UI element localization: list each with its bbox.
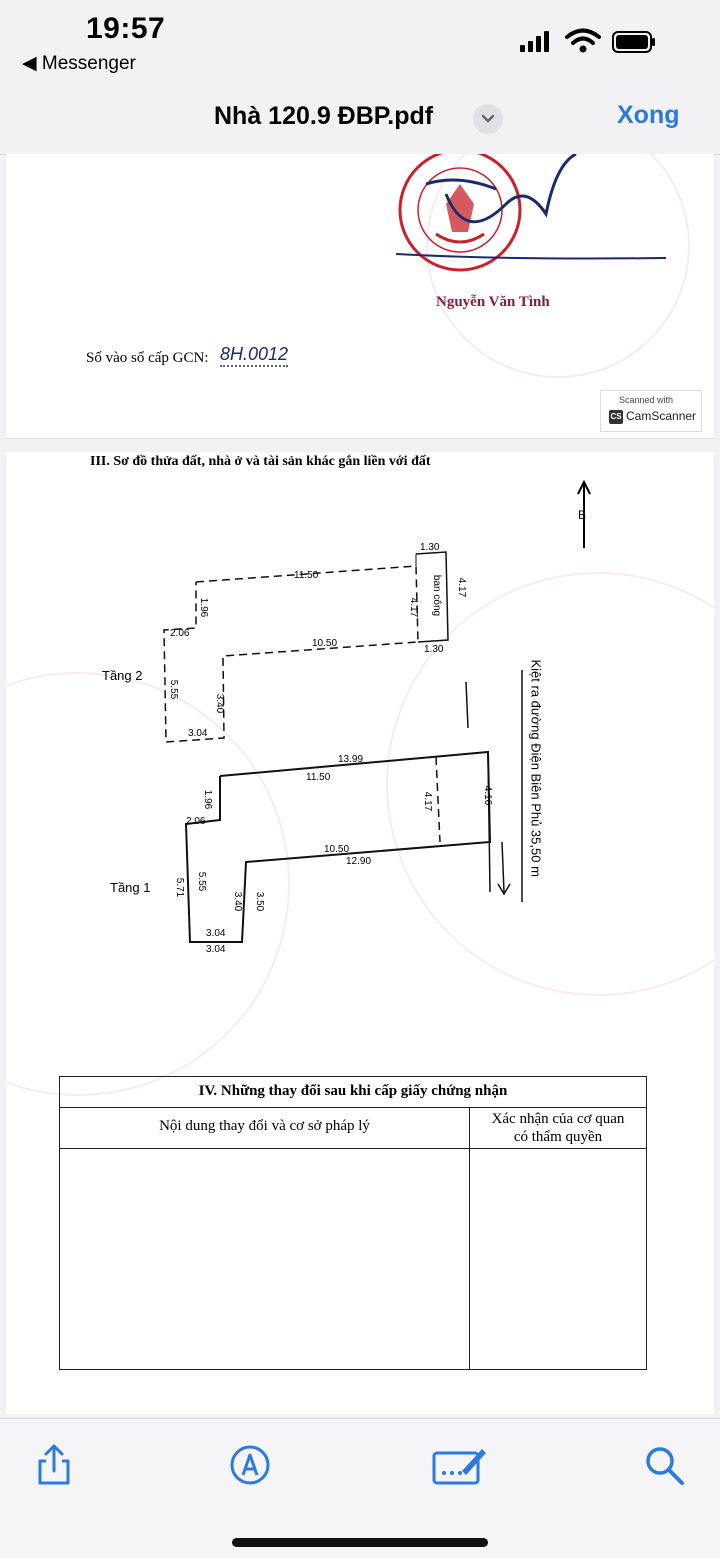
floor-2-label: Tầng 2: [102, 668, 143, 683]
changes-table: [59, 1076, 647, 1370]
official-seal-with-signature: [386, 154, 686, 284]
wifi-icon: [565, 28, 601, 54]
section-title: III. Sơ đồ thửa đất, nhà ở và tài sản khác gắn liền với đất: [90, 454, 431, 469]
floor1-dim-inner-lower: 3.40: [232, 891, 244, 912]
cellular-signal-icon: [520, 30, 550, 52]
gcn-value: 8H.0012: [220, 344, 288, 367]
floor2-dim-left-step: 2.06: [170, 628, 190, 639]
floor2-dim-bottom: 3.04: [188, 728, 208, 739]
bottom-toolbar: [0, 1418, 720, 1558]
floor1-dim-left-outer: 5.71: [174, 877, 186, 898]
battery-icon: [612, 31, 656, 53]
floor1-dim-bottom-long: 12.90: [346, 856, 372, 867]
title-menu-button[interactable]: [473, 104, 503, 134]
column-header-content: Nội dung thay đổi và cơ sở pháp lý: [159, 1118, 370, 1134]
home-indicator[interactable]: [232, 1538, 488, 1547]
done-button[interactable]: Xong: [617, 101, 680, 129]
camscanner-badge: [600, 390, 702, 432]
pdf-page-1: [6, 154, 714, 439]
floor2-dim-top: 11.50: [294, 570, 319, 581]
floor1-dim-mid: 10.50: [324, 844, 350, 855]
confirmation-line-2: có thẩm quyền: [513, 1129, 603, 1145]
floor1-dim-bottom-outer: 3.04: [206, 944, 226, 955]
gcn-label: Số vào sổ cấp GCN:: [86, 350, 209, 366]
floor1-dim-inner-lower-2: 3.50: [254, 891, 266, 912]
floor1-dim-left-upper: 1.96: [202, 789, 214, 810]
annotate-icon[interactable]: [432, 1443, 488, 1487]
floor2-dim-inner-lower: 3.40: [214, 693, 226, 714]
chevron-down-icon: [473, 104, 503, 134]
camscanner-logo-icon: CS: [609, 410, 623, 424]
floor2-dim-mid: 10.50: [312, 638, 338, 649]
document-title[interactable]: Nhà 120.9 ĐBP.pdf: [214, 102, 434, 130]
document-nav-bar: [0, 80, 720, 155]
floor1-dim-right: 4.16: [482, 785, 494, 806]
status-bar: [0, 0, 720, 80]
floor1-dim-left-lower: 5.55: [196, 871, 208, 892]
floor1-dim-bottom-inner: 3.04: [206, 928, 226, 939]
markup-icon[interactable]: [228, 1443, 272, 1487]
floor1-dim-left-step: 2.06: [186, 816, 206, 827]
floor2-dim-left-upper: 1.96: [198, 597, 210, 618]
road-label: Kiệt ra đường Điện Biên Phủ 35,50 m: [528, 659, 544, 877]
back-to-messenger[interactable]: ◀ Messenger: [22, 53, 136, 74]
signer-name: Nguyễn Văn Tình: [436, 294, 550, 310]
balcony-label: ban công: [431, 574, 443, 617]
pdf-page-2: [6, 452, 714, 1414]
floor-1-label: Tầng 1: [110, 880, 151, 895]
scanner-caption: Scanned with: [619, 395, 674, 405]
scanner-name: CamScanner: [626, 409, 697, 423]
share-icon[interactable]: [32, 1443, 76, 1487]
column-header-confirmation: [471, 1110, 645, 1146]
floor2-dim-bottom-right: 1.30: [424, 644, 444, 655]
floor2-dim-inner-right: 4.17: [408, 597, 420, 618]
floor2-dim-left-lower: 5.55: [168, 679, 180, 700]
status-time: 19:57: [86, 12, 166, 45]
floor1-dim-inner-right: 4.17: [422, 791, 434, 812]
search-icon[interactable]: [642, 1443, 686, 1487]
north-label: B: [578, 508, 587, 522]
changes-table-title: IV. Những thay đổi sau khi cấp giấy chứng nhận: [198, 1083, 508, 1099]
column-divider: [469, 1108, 470, 1369]
floor2-dim-side-right: 4.17: [456, 577, 468, 598]
floor2-dim-corner: 1.30: [420, 542, 440, 553]
floor1-dim-top-inner: 11.50: [306, 772, 331, 783]
floor1-dim-top-outer: 13.99: [338, 754, 364, 765]
confirmation-line-1: Xác nhận của cơ quan: [491, 1111, 625, 1127]
